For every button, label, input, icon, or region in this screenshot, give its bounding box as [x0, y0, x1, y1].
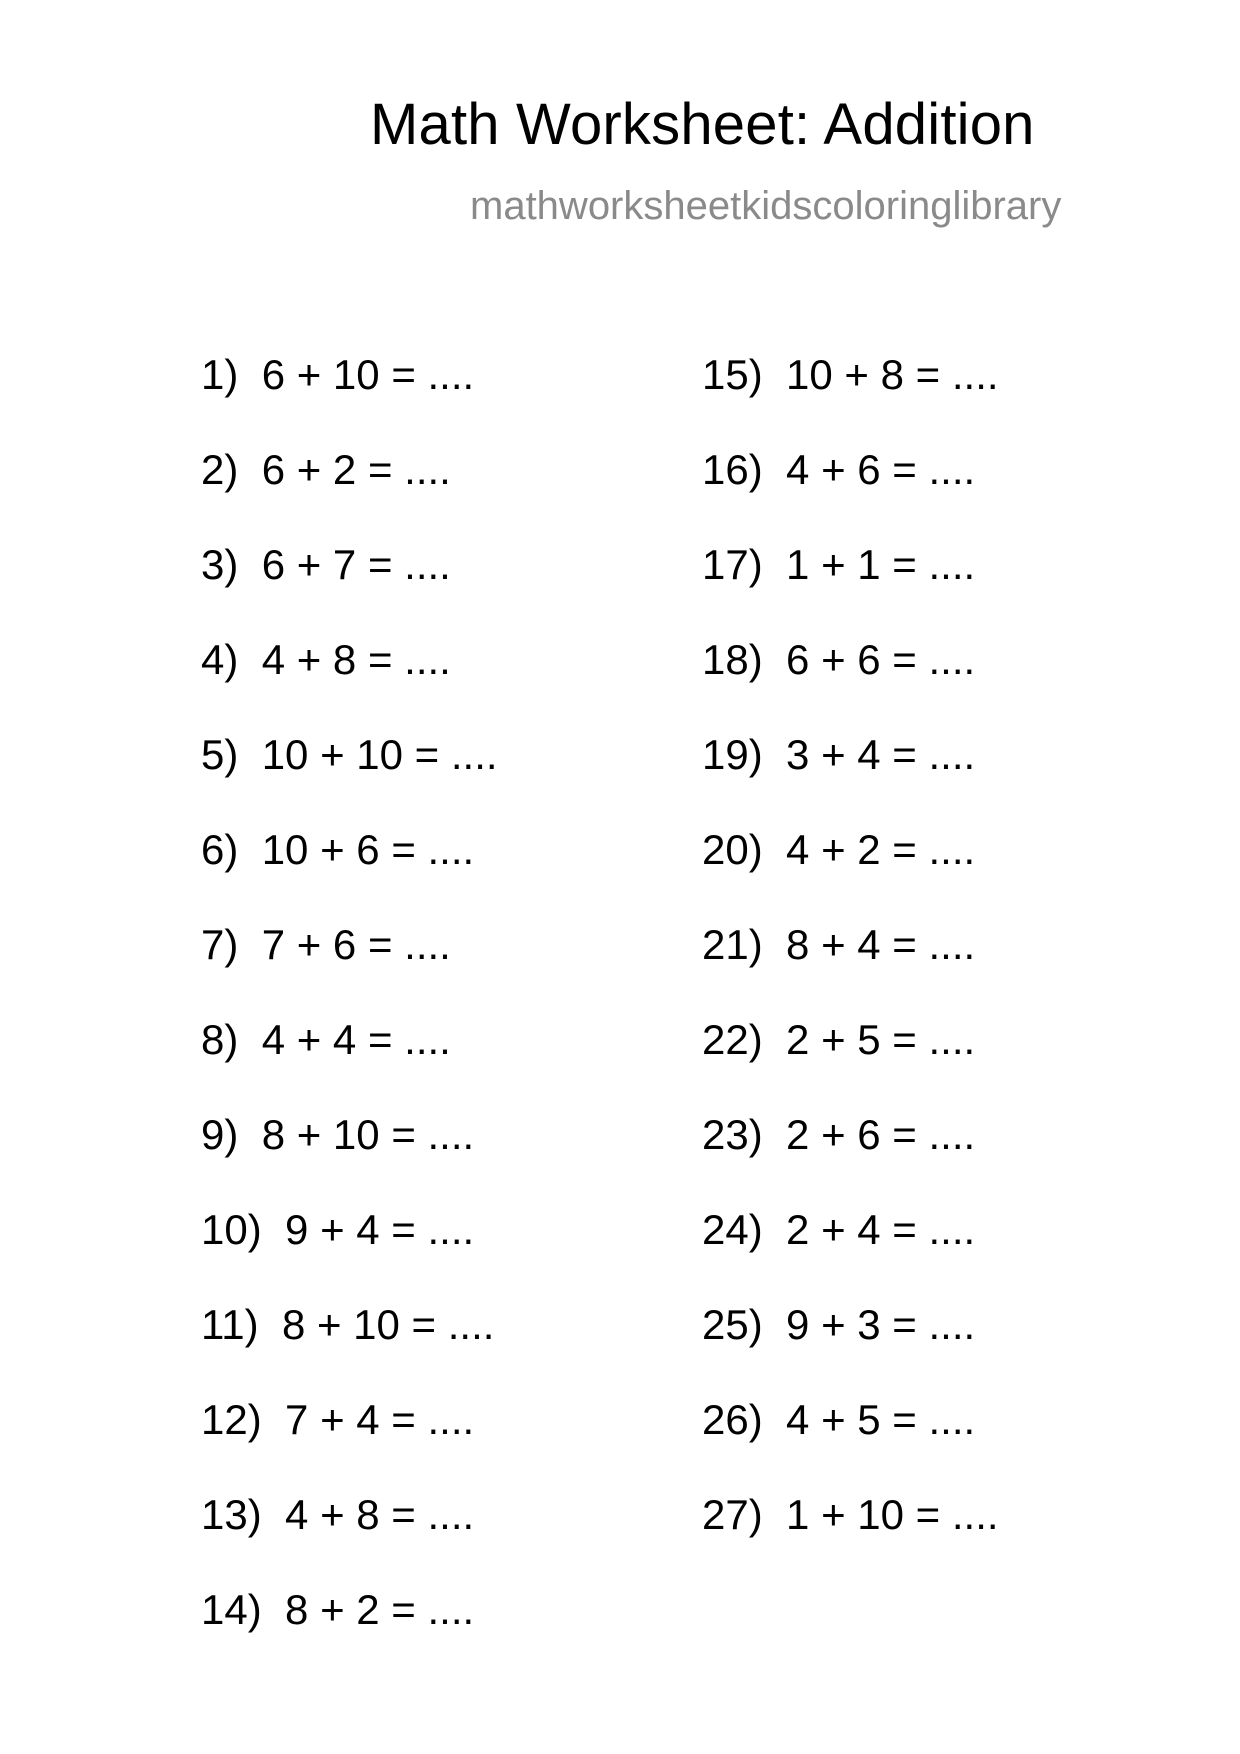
problem-number: 17)	[702, 541, 763, 588]
problem-number: 16)	[702, 446, 763, 493]
problem-number: 7)	[201, 921, 239, 968]
problem-number: 18)	[702, 636, 763, 683]
worksheet-source: mathworksheetkidscoloringlibrary	[470, 184, 1062, 228]
problem-number: 4)	[201, 636, 239, 683]
addition-problem	[702, 540, 999, 635]
problem-number: 11)	[201, 1301, 259, 1348]
problem-expression: 10 + 10 = ....	[261, 731, 498, 778]
problem-number: 10)	[201, 1206, 262, 1253]
problem-expression: 6 + 6 = ....	[786, 636, 976, 683]
addition-problem	[702, 1490, 999, 1585]
addition-problem	[201, 1585, 498, 1680]
problem-number: 13)	[201, 1491, 262, 1538]
problem-number: 12)	[201, 1396, 262, 1443]
addition-problem	[702, 445, 999, 540]
addition-problem	[201, 1490, 498, 1585]
problem-expression: 2 + 4 = ....	[786, 1206, 976, 1253]
problem-number: 15)	[702, 351, 763, 398]
problem-expression: 10 + 8 = ....	[786, 351, 999, 398]
addition-problem	[201, 1205, 498, 1300]
problem-expression: 1 + 1 = ....	[786, 541, 976, 588]
problem-number: 6)	[201, 826, 239, 873]
addition-problem	[201, 635, 498, 730]
problem-number: 20)	[702, 826, 763, 873]
addition-problem	[702, 350, 999, 445]
addition-problem	[201, 1300, 498, 1395]
addition-problem	[201, 730, 498, 825]
problem-number: 22)	[702, 1016, 763, 1063]
addition-problem	[702, 730, 999, 825]
problem-number: 2)	[201, 446, 239, 493]
problem-list-left	[201, 350, 498, 1680]
problem-expression: 1 + 10 = ....	[786, 1491, 999, 1538]
addition-problem	[702, 825, 999, 920]
problem-expression: 8 + 2 = ....	[285, 1586, 475, 1633]
problem-expression: 4 + 8 = ....	[285, 1491, 475, 1538]
addition-problem	[201, 540, 498, 635]
problem-expression: 6 + 2 = ....	[261, 446, 451, 493]
problem-expression: 4 + 4 = ....	[261, 1016, 451, 1063]
problem-expression: 6 + 7 = ....	[261, 541, 451, 588]
problem-number: 23)	[702, 1111, 763, 1158]
addition-problem	[702, 635, 999, 730]
problem-number: 26)	[702, 1396, 763, 1443]
problem-expression: 2 + 6 = ....	[786, 1111, 976, 1158]
problem-number: 8)	[201, 1016, 239, 1063]
problem-expression: 8 + 10 = ....	[261, 1111, 475, 1158]
problem-number: 1)	[201, 351, 239, 398]
problem-expression: 3 + 4 = ....	[786, 731, 976, 778]
problem-number: 14)	[201, 1586, 262, 1633]
problem-number: 24)	[702, 1206, 763, 1253]
problem-expression: 2 + 5 = ....	[786, 1016, 976, 1063]
problem-number: 9)	[201, 1111, 239, 1158]
addition-problem	[201, 445, 498, 540]
addition-problem	[702, 1205, 999, 1300]
addition-problem	[201, 1015, 498, 1110]
addition-problem	[201, 920, 498, 1015]
problem-list-right	[702, 350, 999, 1585]
problem-expression: 4 + 5 = ....	[786, 1396, 976, 1443]
addition-problem	[201, 825, 498, 920]
addition-problem	[702, 920, 999, 1015]
problem-expression: 4 + 6 = ....	[786, 446, 976, 493]
addition-problem	[702, 1395, 999, 1490]
problem-expression: 7 + 4 = ....	[285, 1396, 475, 1443]
problem-number: 19)	[702, 731, 763, 778]
problem-number: 21)	[702, 921, 763, 968]
addition-problem	[702, 1015, 999, 1110]
addition-problem	[201, 1395, 498, 1490]
worksheet-title: Math Worksheet: Addition	[370, 92, 1035, 157]
problem-expression: 4 + 8 = ....	[261, 636, 451, 683]
problem-number: 3)	[201, 541, 239, 588]
problem-number: 5)	[201, 731, 239, 778]
problem-expression: 8 + 10 = ....	[281, 1301, 495, 1348]
addition-problem	[702, 1110, 999, 1205]
problem-expression: 10 + 6 = ....	[261, 826, 475, 873]
problem-expression: 8 + 4 = ....	[786, 921, 976, 968]
problem-expression: 4 + 2 = ....	[786, 826, 976, 873]
addition-problem	[201, 1110, 498, 1205]
problem-number: 25)	[702, 1301, 763, 1348]
problem-number: 27)	[702, 1491, 763, 1538]
problem-expression: 9 + 4 = ....	[285, 1206, 475, 1253]
problem-expression: 6 + 10 = ....	[261, 351, 475, 398]
addition-problem	[201, 350, 498, 445]
problem-expression: 7 + 6 = ....	[261, 921, 451, 968]
problem-expression: 9 + 3 = ....	[786, 1301, 976, 1348]
addition-problem	[702, 1300, 999, 1395]
